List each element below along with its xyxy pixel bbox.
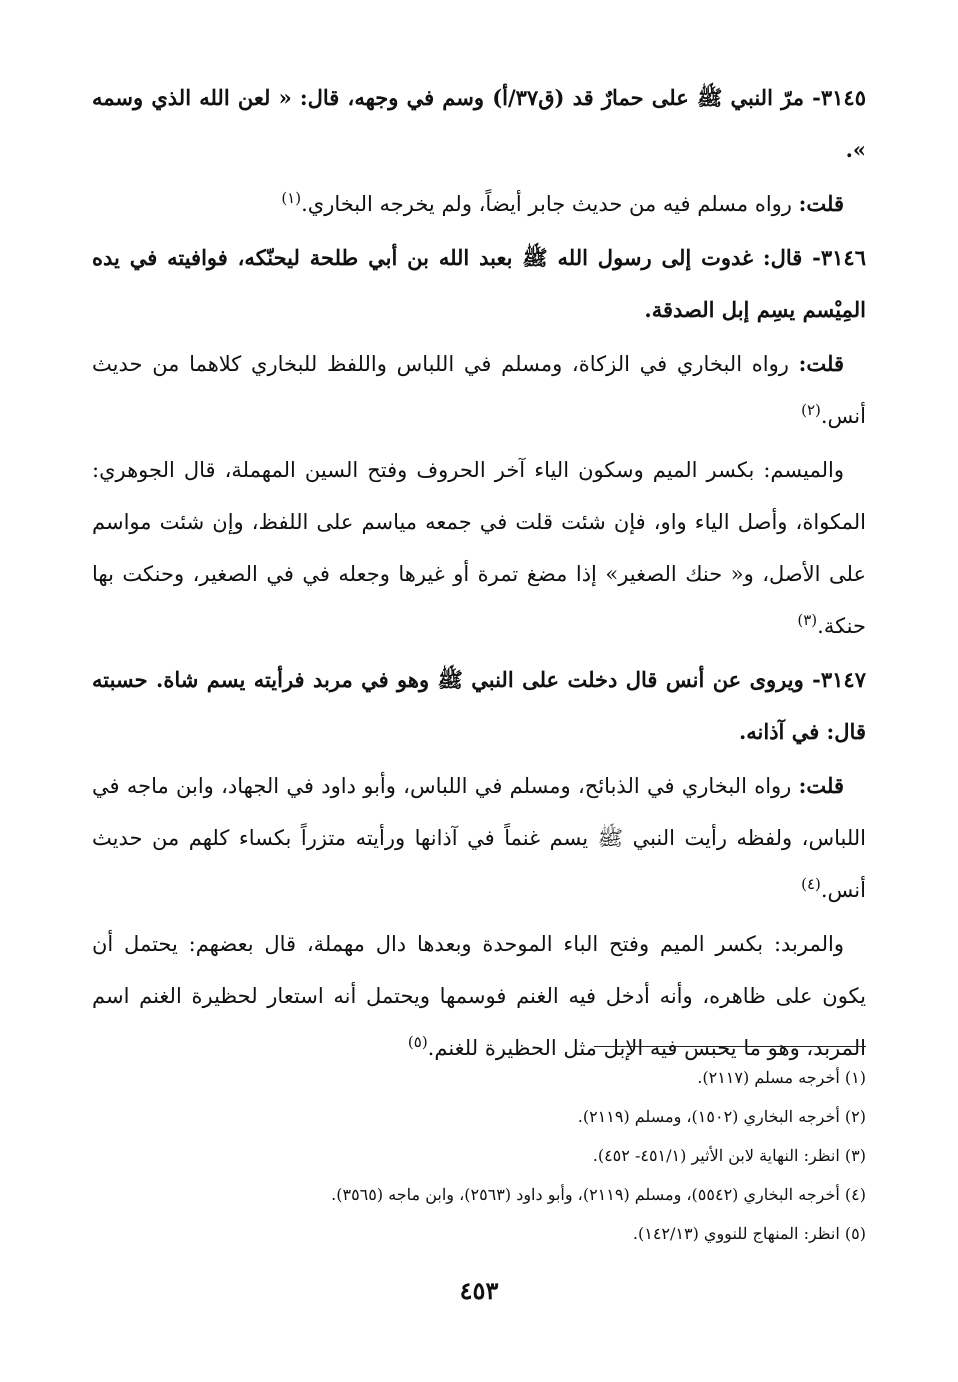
commentary-1	[92, 178, 866, 230]
footnote-2: (٢) أخرجه البخاري (١٥٠٢)، ومسلم (٢١١٩).	[577, 1107, 866, 1126]
footnote-separator	[594, 1046, 866, 1047]
commentary-3	[92, 760, 866, 916]
footnote-ref-1: (١)	[281, 189, 302, 207]
footnote-1: (١) أخرجه مسلم (٢١١٧).	[697, 1068, 866, 1087]
footnote-3: (٣) انظر: النهاية لابن الأثير (٤٥١/١- ٤٥٢).	[592, 1146, 866, 1165]
hadith-text: ٣١٤٧- ويروى عن أنس قال دخلت على النبي ﷺ وهو في مربد فرأيته يسم شاة. حسبته قال: في آذانه.	[92, 667, 866, 744]
hadith-3146	[92, 232, 866, 336]
footnote-ref-3: (٣)	[797, 611, 818, 629]
hadith-3147	[92, 654, 866, 758]
explanation-misam	[92, 444, 866, 652]
commentary-text: رواه مسلم فيه من حديث جابر أيضاً، ولم يخرجه البخاري.	[301, 192, 799, 216]
footnote-ref-5: (٥)	[407, 1033, 428, 1051]
commentary-text: رواه البخاري في الزكاة، ومسلم في اللباس واللفظ للبخاري كلاهما من حديث أنس.	[92, 352, 866, 428]
footnote-4: (٤) أخرجه البخاري (٥٥٤٢)، ومسلم (٢١١٩)، وأبو داود (٢٥٦٣)، وابن ماجه (٣٥٦٥).	[331, 1185, 866, 1204]
commentary-lead: قلت:	[798, 191, 844, 216]
commentary-lead: قلت:	[798, 351, 844, 376]
explanation-text: والميسم: بكسر الميم وسكون الياء آخر الحروف وفتح السين المهملة، قال الجوهري: المكواة، وأصل الياء واو، فإن شئت قلت في جمعه مياسم على اللفظ، وإن شئت مواسم على الأصل، و« حنك الصغير» إذا مضغ تمرة أو غيرها وجعله في في الصغير، وحنكت بها حنكة.	[92, 458, 866, 638]
commentary-text: رواه البخاري في الذبائح، ومسلم في اللباس، وأبو داود في الجهاد، وابن ماجه في اللباس، ولفظه رأيت النبي ﷺ يسم غنماً في آذانها ورأيته متزراً بكساء كلهم من حديث أنس.	[92, 774, 866, 902]
explanation-mirbad	[92, 918, 866, 1074]
page-number: ٤٥٣	[459, 1276, 499, 1305]
commentary-2	[92, 338, 866, 442]
hadith-text: ٣١٤٦- قال: غدوت إلى رسول الله ﷺ بعبد الله بن أبي طلحة ليحنّكه، فوافيته في يده المِيْسم يسِم إبل الصدقة.	[92, 245, 866, 322]
footnote-5: (٥) انظر: المنهاج للنووي (١٤٢/١٣).	[632, 1224, 866, 1243]
footnotes	[92, 1058, 866, 1253]
footnote-ref-2: (٢)	[801, 401, 821, 419]
hadith-text: ٣١٤٥- مرّ النبي ﷺ على حمارٌ قد (ق٣٧/أ) وسم في وجهه، قال: « لعن الله الذي وسمه ».	[92, 85, 866, 162]
explanation-text: والمربد: بكسر الميم وفتح الباء الموحدة وبعدها دال مهملة، قال بعضهم: يحتمل أن يكون على ظاهره، وأنه أدخل فيه الغنم فوسمها ويحتمل أنه استعار لحظيرة الغنم اسم المربد، وهو ما يحبس فيه الإبل مثل الحظيرة للغنم.	[92, 932, 866, 1060]
commentary-lead: قلت:	[798, 773, 844, 798]
hadith-3145	[92, 72, 866, 176]
footnote-ref-4: (٤)	[801, 875, 821, 893]
main-text	[92, 72, 866, 1074]
